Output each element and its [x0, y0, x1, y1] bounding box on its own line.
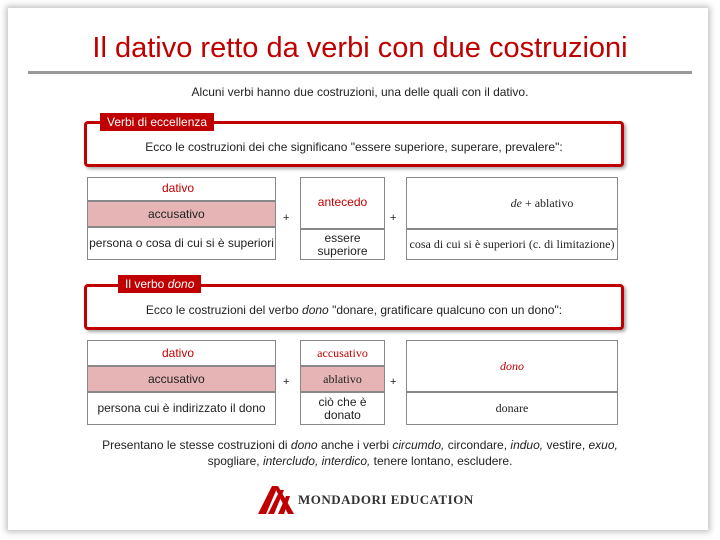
s1-dativo-label: dativo [162, 181, 195, 195]
intro-text: Alcuni verbi hanno due costruzioni, una delle quali con il dativo. [191, 85, 529, 99]
s1-de-cell [406, 177, 618, 229]
mondadori-logo-icon [254, 482, 302, 516]
section1-tag: Verbi di eccellenza [100, 113, 214, 131]
s2-dono-cell [406, 340, 618, 392]
s2-accusativo-label: accusativo [148, 371, 205, 386]
s1-antecedo-label: antecedo [317, 195, 368, 209]
s2-cio-cell [300, 392, 385, 425]
section1-banner-text: Ecco le costruzioni dei che significano "essere superiore, superare, prevalere": [145, 140, 563, 154]
s2-ablativo-label: ablativo [323, 371, 362, 386]
s2-dativo-cell [87, 340, 276, 366]
s2-donare-label: donare [495, 401, 529, 415]
s1-de-label: de [510, 195, 522, 210]
s1-accusativo-label: accusativo [148, 206, 205, 221]
s2-accusativo-cell [87, 366, 276, 392]
logo-wordmark: MONDADORI EDUCATION [298, 492, 474, 507]
s1-plus-2: + [390, 212, 397, 224]
s1-cosa-cell [406, 229, 618, 260]
s2-donare-cell [406, 392, 618, 425]
s2-ablativo-cell [300, 366, 385, 392]
s2-dativo-label: dativo [162, 345, 195, 360]
s2-persona-cell [87, 392, 276, 425]
s1-dativo-cell [87, 177, 276, 201]
s1-persona-label: persona o cosa di cui si è superiori [89, 236, 274, 250]
s2-cio-label: ciò che è donato [318, 394, 367, 422]
s2-accusativo2-label: accusativo [317, 345, 368, 360]
section2-banner-text: Ecco le costruzioni del verbo dono "donare, gratificare qualcuno con un dono": [145, 303, 563, 317]
title-divider [28, 71, 692, 74]
s1-essere-cell [300, 229, 385, 260]
s1-cosa-label: cosa di cui si è superiori (c. di limitazione) [409, 237, 615, 251]
section2-tag: Il verbo dono [118, 275, 201, 293]
s2-accusativo2-cell [300, 340, 385, 366]
s2-plus-2: + [390, 376, 397, 388]
s1-persona-cell [87, 227, 276, 260]
s2-dono-label: dono [500, 358, 524, 373]
s1-plus-1: + [283, 212, 290, 224]
s1-essere-label: essere superiore [317, 230, 368, 258]
s2-plus-1: + [283, 376, 290, 388]
s2-persona-label: persona cui è indirizzato il dono [97, 401, 266, 415]
bottom-note: Presentano le stesse costruzioni di dono anche i verbi circumdo, circondare, induo, vestire, exuo, spogliare, intercludo, interdico, tenere lontano, escludere. [102, 438, 618, 468]
s1-antecedo-cell [300, 177, 385, 229]
s1-accusativo-cell [87, 201, 276, 227]
s1-ablativo-label: + ablativo [524, 195, 574, 210]
slide-title: Il dativo retto da verbi con due costruzioni [92, 32, 628, 64]
